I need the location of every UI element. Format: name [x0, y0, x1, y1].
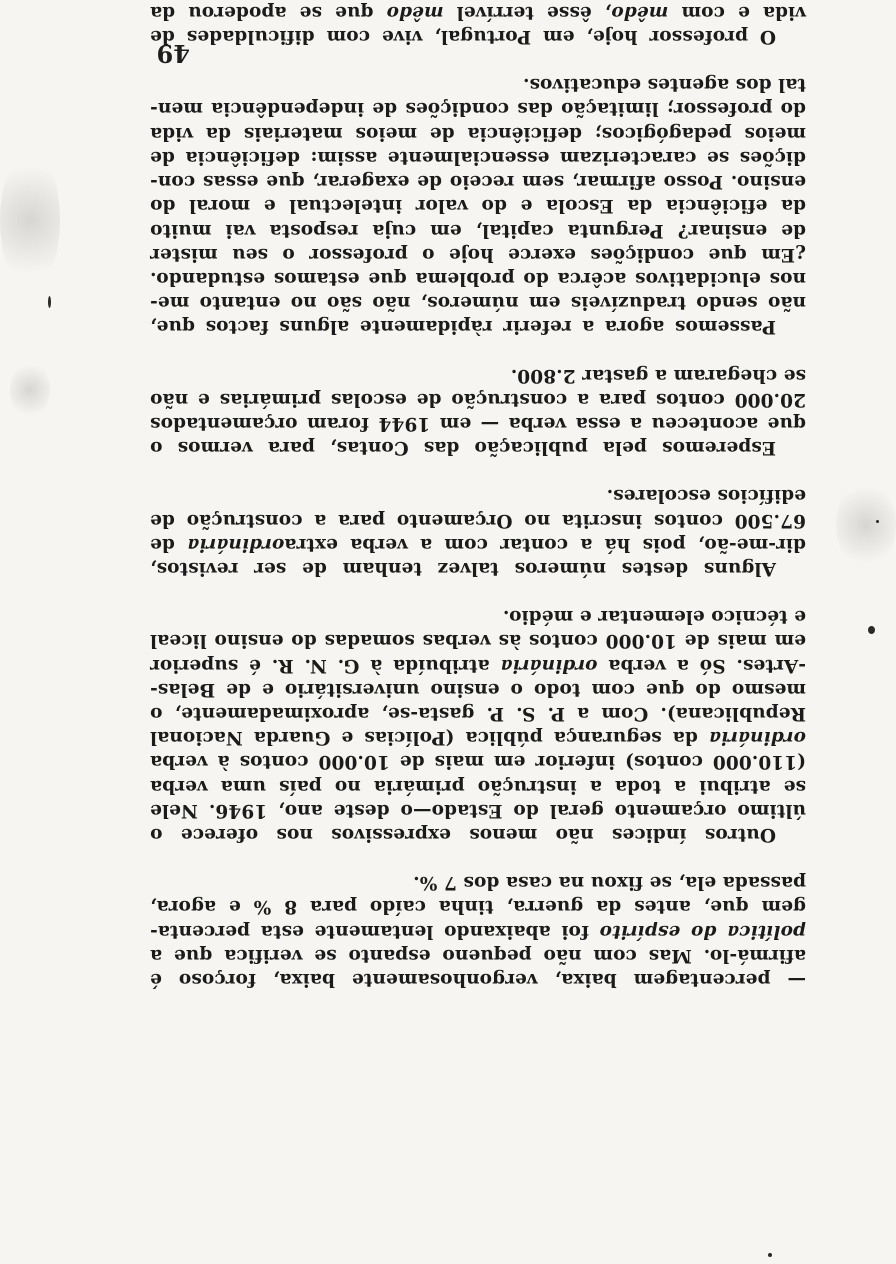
- scan-smudge: [0, 150, 60, 290]
- text-line: 20.000 contos para a construção de escolas primárias e não: [150, 388, 806, 410]
- text-line: dições se caracterizam essencialmente assim: deficiência de: [150, 146, 806, 168]
- paragraph: [150, 604, 806, 846]
- text-line: edifícios escolares.: [606, 485, 806, 507]
- paragraph: [150, 483, 806, 580]
- text-line: que aconteceu a essa verba — em 1944 foram orçamentados: [150, 412, 806, 434]
- text-line: dir-me-ão, pois há a contar com a verba extraordinária de: [150, 533, 806, 555]
- text-line: ¿Em que condições exerce hoje o professor o seu mister: [150, 243, 806, 265]
- text-line: — percentagem baixa, vergonhosamente baixa, forçoso é: [150, 969, 806, 990]
- text-line: se atribui a toda a instrução primária no país uma verba: [150, 775, 806, 797]
- scan-smudge: [10, 360, 50, 420]
- text-line: Republicana). Com a P. S. P. gasta-se, aproximadamente, o: [150, 702, 806, 724]
- text-line: Esperemos pela publicação das Contas, para vermos o: [150, 437, 776, 459]
- text-line: em mais de 10.000 contos às verbas somadas do ensino liceal: [150, 630, 806, 652]
- text-line: -Artes. Só a verba ordinária atribuída à G. N. R. é superior: [150, 654, 806, 676]
- text-line: vida e com mêdo, êsse terrível mêdo que se apoderou da: [149, 1, 806, 23]
- text-line: nos elucidativos acêrca do problema que estamos estudando.: [150, 267, 806, 289]
- text-line: política do espírito foi abaixando lentamente esta percenta-: [149, 920, 806, 942]
- paragraph: [150, 362, 806, 459]
- text-line: passada ela, se fixou na casa dos 7 %.: [413, 872, 806, 894]
- scan-speck: [48, 296, 51, 308]
- text-line: de ensinar? Pergunta capital, em cuja resposta vai muito: [150, 219, 806, 241]
- text-line: afirmá-lo. Mas com não pequeno espanto se verifica que a: [150, 944, 806, 966]
- paragraph: [150, 72, 806, 338]
- scan-speck: [876, 520, 879, 523]
- scan-speck: [868, 626, 875, 634]
- text-line: meios pedagógicos; deficiência de meios materiais da vida: [150, 122, 806, 144]
- text-line: ensino. Posso afirmar, sem receio de exagerar, que essas con-: [150, 171, 806, 193]
- text-line: mesmo do que com todo o ensino universitário e de Belas-: [150, 678, 806, 700]
- text-line: Passemos agora a referir ràpidamente alguns factos que,: [150, 316, 776, 338]
- text-line: tal dos agentes educativos.: [522, 74, 806, 96]
- text-line: e técnico elementar e médio.: [502, 606, 806, 628]
- paragraph: [150, 870, 806, 991]
- paragraph: [150, 0, 806, 48]
- text-line: (110.000 contos) inferior em mais de 10.000 contos à verba: [150, 751, 806, 773]
- scan-smudge: [836, 480, 896, 570]
- text-line: gem que, antes da guerra, tinha caído para 8 % e agora,: [150, 896, 806, 918]
- text-line: não sendo traduzíveis em números, não são no entanto me-: [150, 292, 806, 314]
- text-line: 67.500 contos inscrita no Orçamento para a construção de: [150, 509, 806, 531]
- text-line: ordinária da segurança pública (Polícias e Guarda Nacional: [150, 727, 806, 749]
- text-line: Outros índices não menos expressivos nos oferece o: [150, 823, 776, 845]
- text-line: do professor; limitação das condições de independência men-: [150, 98, 806, 120]
- text-line: se chegaram a gastar 2.800.: [510, 364, 806, 386]
- text-line: O professor hoje, em Portugal, vive com dificuldades de: [150, 26, 776, 48]
- page-number: 49: [156, 39, 190, 68]
- body-text: [150, 0, 806, 991]
- scan-speck: [768, 1253, 772, 1257]
- text-line: Alguns destes números talvez tenham de ser revistos,: [150, 557, 776, 579]
- text-line: da eficiência da Escola e do valor intelectual e moral do: [150, 195, 806, 217]
- text-line: último orçamento geral do Estado—o deste ano, 1946. Nele: [150, 799, 806, 821]
